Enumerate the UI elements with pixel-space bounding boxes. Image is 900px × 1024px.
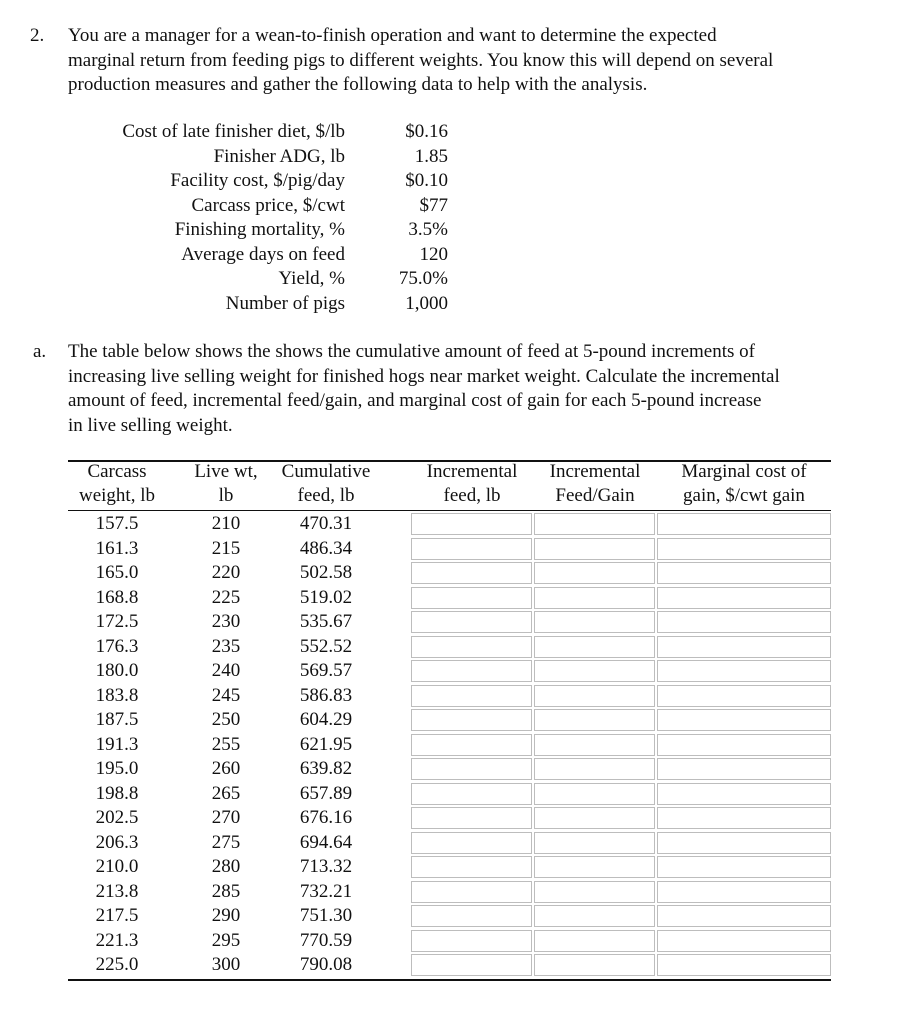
carcass-weight-cell: 195.0 xyxy=(95,758,139,779)
carcass-weight-cell: 157.5 xyxy=(95,513,139,534)
marginal-cost-input[interactable] xyxy=(657,734,831,756)
live-weight-cell: 260 xyxy=(211,758,241,779)
incremental-feed-gain-input[interactable] xyxy=(534,562,655,584)
live-weight-cell: 225 xyxy=(211,586,241,608)
table-row xyxy=(68,561,831,586)
table-row xyxy=(68,831,831,856)
column-header: Marginal cost of xyxy=(681,461,807,482)
cumulative-feed-cell: 751.30 xyxy=(299,905,353,926)
table-row xyxy=(68,635,831,660)
parameter-row xyxy=(0,243,900,268)
incremental-feed-input[interactable] xyxy=(411,832,532,854)
marginal-cost-input[interactable] xyxy=(657,562,831,584)
parameter-row xyxy=(0,267,900,292)
incremental-feed-gain-input[interactable] xyxy=(534,832,655,854)
marginal-cost-input[interactable] xyxy=(657,758,831,780)
incremental-feed-gain-input[interactable] xyxy=(534,538,655,560)
table-header-rule xyxy=(68,510,831,511)
cumulative-feed-cell: 586.83 xyxy=(299,684,353,706)
table-row xyxy=(68,586,831,611)
marginal-cost-input[interactable] xyxy=(657,905,831,927)
cumulative-feed-cell: 569.57 xyxy=(299,660,353,681)
carcass-weight-cell: 161.3 xyxy=(95,537,139,559)
incremental-feed-gain-input[interactable] xyxy=(534,685,655,707)
carcass-weight-cell: 217.5 xyxy=(95,905,139,926)
incremental-feed-gain-input[interactable] xyxy=(534,660,655,682)
cumulative-feed-cell: 639.82 xyxy=(299,758,353,779)
incremental-feed-input[interactable] xyxy=(411,930,532,952)
incremental-feed-gain-input[interactable] xyxy=(534,881,655,903)
incremental-feed-gain-input[interactable] xyxy=(534,807,655,829)
parameter-value: 120 xyxy=(419,243,448,265)
marginal-cost-input[interactable] xyxy=(657,685,831,707)
cumulative-feed-cell: 604.29 xyxy=(299,709,353,730)
question-line: marginal return from feeding pigs to different weights. You know this will depend on several xyxy=(68,49,774,71)
column-header: Incremental xyxy=(549,461,641,482)
table-row xyxy=(68,610,831,635)
part-a-line: in live selling weight. xyxy=(68,414,233,436)
part-a-text xyxy=(68,340,868,438)
column-header: feed, lb xyxy=(297,485,355,506)
parameter-row xyxy=(0,120,900,145)
table-row xyxy=(68,904,831,929)
carcass-weight-cell: 213.8 xyxy=(95,880,139,902)
parameter-label: Average days on feed xyxy=(181,243,345,265)
table-row xyxy=(68,806,831,831)
carcass-weight-cell: 187.5 xyxy=(95,709,139,730)
live-weight-cell: 245 xyxy=(211,684,241,706)
incremental-feed-gain-input[interactable] xyxy=(534,783,655,805)
table-bottom-rule xyxy=(68,979,831,981)
marginal-cost-input[interactable] xyxy=(657,832,831,854)
marginal-cost-input[interactable] xyxy=(657,513,831,535)
parameter-value: $0.16 xyxy=(405,121,448,142)
incremental-feed-input[interactable] xyxy=(411,881,532,903)
live-weight-cell: 230 xyxy=(211,611,241,632)
parameter-label: Carcass price, $/cwt xyxy=(191,194,345,216)
column-header: gain, $/cwt gain xyxy=(683,485,805,506)
parameter-value: 1.85 xyxy=(414,145,448,167)
incremental-feed-gain-input[interactable] xyxy=(534,856,655,878)
live-weight-cell: 300 xyxy=(211,954,241,975)
carcass-weight-cell: 183.8 xyxy=(95,684,139,706)
live-weight-cell: 215 xyxy=(211,537,241,559)
live-weight-cell: 290 xyxy=(211,905,241,926)
marginal-cost-input[interactable] xyxy=(657,930,831,952)
marginal-cost-input[interactable] xyxy=(657,611,831,633)
question-line: You are a manager for a wean-to-finish operation and want to determine the expected xyxy=(68,25,717,46)
cumulative-feed-cell: 621.95 xyxy=(299,733,353,755)
marginal-cost-input[interactable] xyxy=(657,954,831,976)
live-weight-cell: 280 xyxy=(211,856,241,877)
incremental-feed-gain-input[interactable] xyxy=(534,758,655,780)
incremental-feed-input[interactable] xyxy=(411,562,532,584)
incremental-feed-input[interactable] xyxy=(411,734,532,756)
column-header: feed, lb xyxy=(443,485,501,506)
carcass-weight-cell: 176.3 xyxy=(95,635,139,657)
carcass-weight-cell: 210.0 xyxy=(95,856,139,877)
parameter-label: Finisher ADG, lb xyxy=(213,145,345,167)
part-a-line: amount of feed, incremental feed/gain, and marginal cost of gain for each 5-pound increase xyxy=(68,390,762,411)
parameter-value: 75.0% xyxy=(398,268,448,289)
carcass-weight-cell: 168.8 xyxy=(95,586,139,608)
incremental-feed-gain-input[interactable] xyxy=(534,513,655,535)
table-row xyxy=(68,659,831,684)
parameter-label: Yield, % xyxy=(278,268,345,289)
cumulative-feed-cell: 470.31 xyxy=(299,513,353,534)
parameter-value: $77 xyxy=(419,194,448,216)
cumulative-feed-cell: 676.16 xyxy=(299,807,353,828)
parameter-value: $0.10 xyxy=(405,170,448,191)
incremental-feed-input[interactable] xyxy=(411,709,532,731)
carcass-weight-cell: 198.8 xyxy=(95,782,139,804)
incremental-feed-input[interactable] xyxy=(411,954,532,976)
incremental-feed-gain-input[interactable] xyxy=(534,636,655,658)
cumulative-feed-cell: 657.89 xyxy=(299,782,353,804)
parameter-row xyxy=(0,194,900,219)
incremental-feed-gain-input[interactable] xyxy=(534,611,655,633)
parameter-row xyxy=(0,218,900,243)
table-row xyxy=(68,537,831,562)
marginal-cost-input[interactable] xyxy=(657,709,831,731)
table-row xyxy=(68,929,831,954)
column-header: Live wt, xyxy=(194,461,258,482)
cumulative-feed-cell: 713.32 xyxy=(299,856,353,877)
marginal-cost-input[interactable] xyxy=(657,660,831,682)
column-header: weight, lb xyxy=(79,485,155,506)
cumulative-feed-cell: 486.34 xyxy=(299,537,353,559)
live-weight-cell: 240 xyxy=(211,660,241,681)
incremental-feed-input[interactable] xyxy=(411,807,532,829)
carcass-weight-cell: 221.3 xyxy=(95,929,139,951)
question-text xyxy=(68,24,868,98)
question-number: 2. xyxy=(30,25,45,46)
incremental-feed-input[interactable] xyxy=(411,783,532,805)
live-weight-cell: 235 xyxy=(211,635,241,657)
live-weight-cell: 210 xyxy=(211,513,241,534)
incremental-feed-input[interactable] xyxy=(411,685,532,707)
cumulative-feed-cell: 535.67 xyxy=(299,611,353,632)
incremental-feed-input[interactable] xyxy=(411,905,532,927)
table-header xyxy=(68,458,831,512)
table-row xyxy=(68,953,831,978)
parameter-row xyxy=(0,292,900,317)
parameter-value: 1,000 xyxy=(405,292,448,314)
question-line: production measures and gather the following data to help with the analysis. xyxy=(68,74,648,95)
marginal-cost-input[interactable] xyxy=(657,538,831,560)
part-a-letter: a. xyxy=(33,341,47,362)
carcass-weight-cell: 172.5 xyxy=(95,611,139,632)
cumulative-feed-cell: 694.64 xyxy=(299,831,353,853)
incremental-feed-gain-input[interactable] xyxy=(534,930,655,952)
carcass-weight-cell: 202.5 xyxy=(95,807,139,828)
live-weight-cell: 295 xyxy=(211,929,241,951)
live-weight-cell: 250 xyxy=(211,709,241,730)
table-row xyxy=(68,512,831,537)
table-row xyxy=(68,684,831,709)
table-row xyxy=(68,782,831,807)
incremental-feed-input[interactable] xyxy=(411,660,532,682)
incremental-feed-input[interactable] xyxy=(411,856,532,878)
carcass-weight-cell: 191.3 xyxy=(95,733,139,755)
marginal-cost-input[interactable] xyxy=(657,783,831,805)
cumulative-feed-cell: 770.59 xyxy=(299,929,353,951)
incremental-feed-input[interactable] xyxy=(411,758,532,780)
incremental-feed-input[interactable] xyxy=(411,587,532,609)
cumulative-feed-cell: 519.02 xyxy=(299,586,353,608)
table-row xyxy=(68,880,831,905)
table-row xyxy=(68,733,831,758)
marginal-cost-input[interactable] xyxy=(657,807,831,829)
table-row xyxy=(68,708,831,733)
parameter-label: Finishing mortality, % xyxy=(174,219,345,240)
live-weight-cell: 285 xyxy=(211,880,241,902)
incremental-feed-input[interactable] xyxy=(411,513,532,535)
incremental-feed-gain-input[interactable] xyxy=(534,905,655,927)
incremental-feed-gain-input[interactable] xyxy=(534,734,655,756)
marginal-cost-input[interactable] xyxy=(657,856,831,878)
marginal-cost-input[interactable] xyxy=(657,587,831,609)
carcass-weight-cell: 225.0 xyxy=(95,954,139,975)
incremental-feed-gain-input[interactable] xyxy=(534,587,655,609)
incremental-feed-input[interactable] xyxy=(411,611,532,633)
parameter-label: Facility cost, $/pig/day xyxy=(170,170,345,191)
parameter-label: Cost of late finisher diet, $/lb xyxy=(122,121,345,142)
marginal-cost-input[interactable] xyxy=(657,636,831,658)
column-header: lb xyxy=(218,485,234,506)
carcass-weight-cell: 206.3 xyxy=(95,831,139,853)
carcass-weight-cell: 165.0 xyxy=(95,562,139,583)
incremental-feed-gain-input[interactable] xyxy=(534,954,655,976)
live-weight-cell: 265 xyxy=(211,782,241,804)
table-row xyxy=(68,757,831,782)
incremental-feed-gain-input[interactable] xyxy=(534,709,655,731)
parameter-value: 3.5% xyxy=(408,219,448,240)
part-a-line: The table below shows the shows the cumulative amount of feed at 5-pound increments of xyxy=(68,341,755,362)
column-header: Carcass xyxy=(87,461,147,482)
carcass-weight-cell: 180.0 xyxy=(95,660,139,681)
incremental-feed-input[interactable] xyxy=(411,636,532,658)
live-weight-cell: 270 xyxy=(211,807,241,828)
incremental-feed-input[interactable] xyxy=(411,538,532,560)
part-a-line: increasing live selling weight for finished hogs near market weight. Calculate the incremental xyxy=(68,365,780,387)
live-weight-cell: 255 xyxy=(211,733,241,755)
column-header: Incremental xyxy=(426,461,518,482)
column-header: Feed/Gain xyxy=(555,485,635,506)
cumulative-feed-cell: 790.08 xyxy=(299,954,353,975)
live-weight-cell: 275 xyxy=(211,831,241,853)
cumulative-feed-cell: 502.58 xyxy=(299,562,353,583)
table-row xyxy=(68,855,831,880)
column-header: Cumulative xyxy=(281,461,371,482)
parameter-label: Number of pigs xyxy=(225,292,345,314)
parameter-row xyxy=(0,169,900,194)
cumulative-feed-cell: 732.21 xyxy=(299,880,353,902)
cumulative-feed-cell: 552.52 xyxy=(299,635,353,657)
parameter-row xyxy=(0,145,900,170)
live-weight-cell: 220 xyxy=(211,562,241,583)
marginal-cost-input[interactable] xyxy=(657,881,831,903)
